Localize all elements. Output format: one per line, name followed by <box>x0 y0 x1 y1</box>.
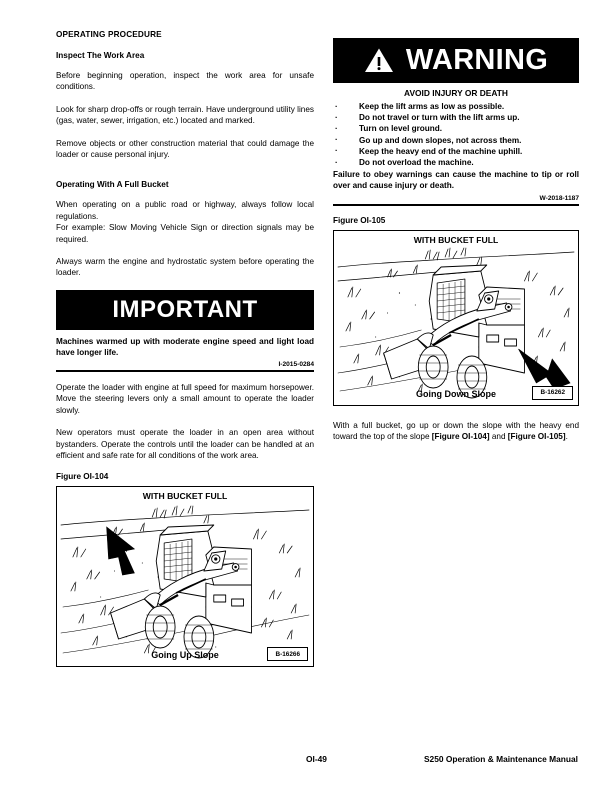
left-column <box>56 30 314 667</box>
figure-oi104-sublabel: Going Up Slope <box>151 650 219 661</box>
paragraph-inspect-before: Before beginning operation, inspect the work area for unsafe conditions. <box>56 71 314 92</box>
warning-bullet-list <box>333 101 579 168</box>
paragraph-dropoffs: Look for sharp drop-offs or rough terrain. Have underground utility lines (gas, water, sewer, irrigation, etc.) located and marked. <box>56 104 314 126</box>
important-text: Machines warmed up with moderate engine speed and light load have longer life. <box>56 336 314 357</box>
warning-bullet-item <box>333 157 579 168</box>
paragraph-remove-objects: Remove objects or other construction material that could damage the loader or cause personal injury. <box>56 138 314 160</box>
warning-triangle-icon <box>364 47 394 74</box>
bullet-glyph: · <box>335 157 338 167</box>
important-banner <box>56 290 314 330</box>
loader-up-slope-illustration <box>57 487 313 666</box>
paragraph-full-bucket-slope <box>333 420 579 443</box>
footer-page-number: OI-49 <box>306 754 327 764</box>
paragraph-text-part1: With a full bucket, go up or down the slope with the heavy end toward the top of the slope <box>333 420 579 442</box>
figure-oi105 <box>333 230 579 406</box>
paragraph-text-part2: and <box>489 432 508 442</box>
loader-down-slope-illustration <box>334 231 578 405</box>
down-slope-arrow-icon <box>518 349 570 389</box>
warning-bullet-item <box>333 123 579 134</box>
warning-bullet-text: Do not overload the machine. <box>359 158 474 168</box>
page-footer <box>56 754 578 764</box>
figure-oi104-caption: Figure OI-104 <box>56 472 109 482</box>
subheading-inspect-work-area: Inspect The Work Area <box>56 51 145 60</box>
figure-oi105-caption: Figure OI-105 <box>333 215 386 225</box>
warning-bullet-text: Go up and down slopes, not across them. <box>359 135 522 145</box>
figure-oi104-code: B-16266 <box>267 647 308 661</box>
right-column <box>333 38 579 453</box>
figure-reference-oi105: [Figure OI-105] <box>507 432 566 442</box>
bullet-glyph: · <box>335 112 338 122</box>
figure-oi104-title: WITH BUCKET FULL <box>142 491 228 502</box>
warning-bullet-item <box>333 146 579 157</box>
figure-reference-oi104: [Figure OI-104] <box>431 432 490 442</box>
important-code: I-2015-0284 <box>278 360 314 368</box>
warning-bullet-item <box>333 112 579 123</box>
warning-label: WARNING <box>405 44 549 76</box>
bullet-glyph: · <box>335 146 338 156</box>
warning-bullet-item <box>333 135 579 146</box>
warning-bullet-text: Keep the heavy end of the machine uphill. <box>359 146 523 156</box>
important-label: IMPORTANT <box>112 295 258 323</box>
figure-oi104 <box>56 486 314 667</box>
paragraph-text-part3: . <box>565 432 568 442</box>
bullet-glyph: · <box>335 123 338 133</box>
warning-divider <box>333 204 579 206</box>
warning-footer-text: Failure to obey warnings can cause the machine to tip or roll over and cause injury or death. <box>333 170 579 191</box>
bullet-glyph: · <box>335 135 338 145</box>
paragraph-new-operators: New operators must operate the loader in an open area without bystanders. Operate the controls until the loader can be handled at an efficient and safe rate for all conditions of the work area. <box>56 428 314 460</box>
paragraph-warm-engine: Always warm the engine and hydrostatic system before operating the loader. <box>56 257 314 278</box>
subheading-full-bucket: Operating With A Full Bucket <box>56 180 169 190</box>
warning-bullet-text: Turn on level ground. <box>359 124 443 134</box>
footer-manual-title: S250 Operation & Maintenance Manual <box>423 754 578 764</box>
figure-oi105-sublabel: Going Down Slope <box>416 388 496 399</box>
bullet-glyph: · <box>335 101 338 111</box>
warning-bullet-item <box>333 101 579 112</box>
warning-subtitle: AVOID INJURY OR DEATH <box>404 88 508 98</box>
warning-bullet-text: Keep the lift arms as low as possible. <box>359 102 505 111</box>
paragraph-public-road: When operating on a public road or highway, always follow local regulations. <box>56 200 314 221</box>
important-divider <box>56 370 314 372</box>
page-title: OPERATING PROCEDURE <box>56 30 162 39</box>
figure-oi105-title: WITH BUCKET FULL <box>413 234 499 245</box>
paragraph-slow-moving-sign: For example: Slow Moving Vehicle Sign or direction signals may be required. <box>56 223 314 244</box>
paragraph-full-speed: Operate the loader with engine at full speed for maximum horsepower. Move the steering levers only a small amount to operate the loader slowly. <box>56 382 314 415</box>
warning-banner <box>333 38 579 83</box>
figure-oi105-code: B-16262 <box>532 386 573 400</box>
warning-bullet-text: Do not travel or turn with the lift arms up. <box>359 113 520 123</box>
warning-code: W-2018-1187 <box>539 194 579 202</box>
